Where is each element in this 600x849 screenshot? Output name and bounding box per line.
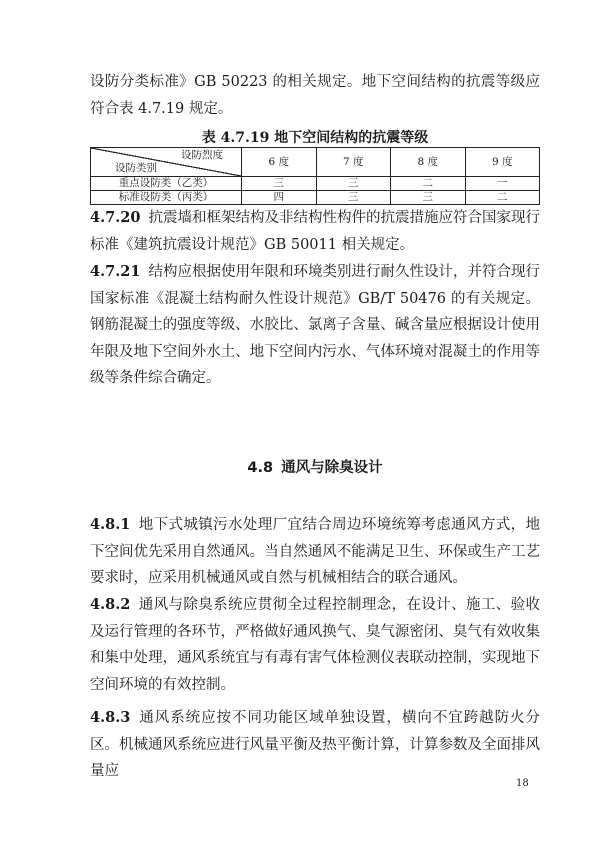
- clause-number: 4.8.1: [90, 516, 131, 533]
- table-cell: 二: [465, 191, 540, 205]
- table-row: [91, 191, 540, 205]
- clause-text: 通风系统应按不同功能区域单独设置，横向不宜跨越防火分区。机械通风系统应进行风量平衡及热平衡计算，计算参数及全面排风量应: [90, 710, 540, 779]
- row-label: 重点设防类（乙类）: [91, 177, 242, 191]
- table-row: [91, 177, 540, 191]
- clause-text: 地下式城镇污水处理厂宜结合周边环境统筹考虑通风方式，地下空间优先采用自然通风。当自然通风不能满足卫生、环保或生产工艺要求时，应采用机械通风或自然与机械相结合的联合通风。: [90, 517, 540, 586]
- clause-number: 4.8.3: [90, 709, 131, 726]
- clause-text: 抗震墙和框架结构及非结构性构件的抗震措施应符合国家现行标准《建筑抗震设计规范》GB 50011 相关规定。: [90, 210, 540, 253]
- section-heading: [90, 456, 540, 477]
- clause-4-8-2: [90, 592, 540, 698]
- row-label: 标准设防类（丙类）: [91, 191, 242, 205]
- clause-4-8-1: [90, 512, 540, 592]
- clause-number: 4.7.21: [90, 263, 141, 280]
- clause-4-7-21: [90, 259, 540, 392]
- table-title: 表 4.7.19 地下空间结构的抗震等级: [201, 130, 429, 146]
- table-header-row: [91, 148, 540, 177]
- clause-text: 结构应根据使用年限和环境类别进行耐久性设计，并符合现行国家标准《混凝土结构耐久性设计规范》GB/T 50476 的有关规定。钢筋混凝土的强度等级、水胶比、氯离子含量、碱含量应根据设计使用年限及地下空间外水土、地下空间内污水、气体环境对混凝土的作用等级等条件综合确定。: [90, 264, 540, 386]
- table-cell: 三: [391, 191, 466, 205]
- table-cell: 四: [242, 191, 317, 205]
- column-header: 6 度: [242, 148, 317, 177]
- clause-text: 通风与除臭系统应贯彻全过程控制理念，在设计、施工、验收及运行管理的各环节，严格做好通风换气、臭气源密闭、臭气有效收集和集中处理，通风系统宜与有毒有害气体检测仪表联动控制，实现地下空间环境的有效控制。: [90, 597, 540, 693]
- table-corner-cell: [91, 148, 242, 177]
- section-number: 4.8: [247, 460, 274, 476]
- corner-bottom-label: 设防类别: [115, 162, 157, 174]
- intro-paragraph: [90, 69, 540, 122]
- clause-number: 4.7.20: [90, 209, 141, 226]
- table-cell: 三: [242, 177, 317, 191]
- column-header: 9 度: [465, 148, 540, 177]
- clause-number: 4.8.2: [90, 596, 131, 613]
- table-cell: 三: [316, 177, 391, 191]
- clause-4-7-20: [90, 205, 540, 258]
- section-title-text: 通风与除臭设计: [281, 460, 383, 476]
- column-header: 7 度: [316, 148, 391, 177]
- page-number: 18: [516, 778, 529, 789]
- diagonal-header: [91, 148, 241, 176]
- intro-text: 设防分类标准》GB 50223 的相关规定。地下空间结构的抗震等级应符合表 4.7.19 规定。: [90, 74, 540, 117]
- clause-4-8-3: [90, 705, 540, 785]
- table-cell: 三: [316, 191, 391, 205]
- corner-top-label: 设防烈度: [181, 149, 223, 161]
- table-cell: 一: [465, 177, 540, 191]
- seismic-grade-table: [90, 147, 540, 205]
- column-header: 8 度: [391, 148, 466, 177]
- table-cell: 二: [391, 177, 466, 191]
